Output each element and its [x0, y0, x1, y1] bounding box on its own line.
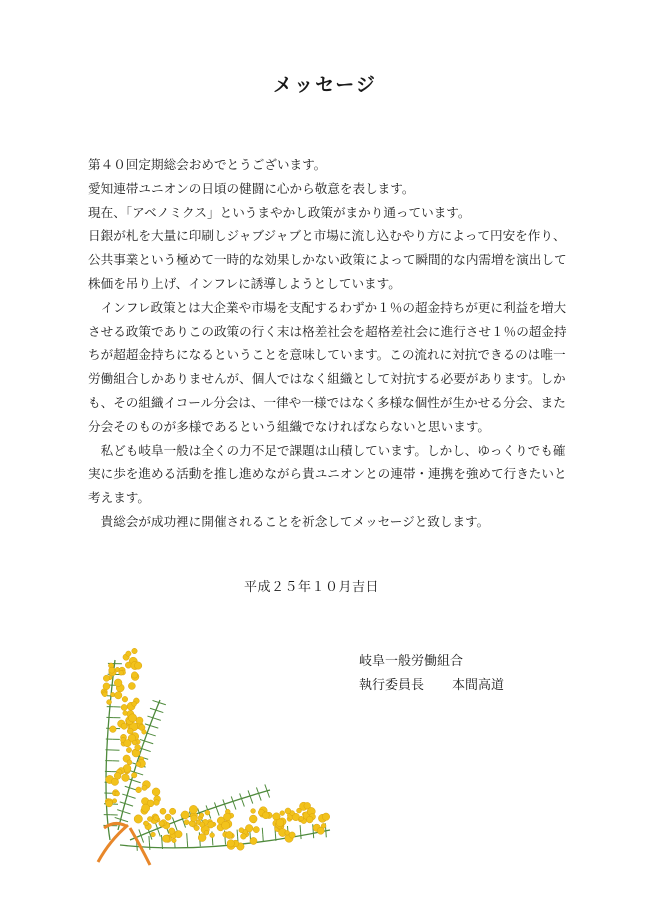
- mimosa-blossom: [131, 772, 137, 778]
- mimosa-blossom: [251, 809, 256, 814]
- leaflet: [154, 718, 161, 720]
- mimosa-blossom: [205, 810, 210, 815]
- leaflet: [126, 804, 133, 806]
- paragraph-inflation: インフレ政策とは大企業や市場を支配するわずか１％の超金持ちが更に利益を増大させる政策でありこの政策の行く末は格差社会を超格差社会に進行させ１％の超金持ちが超超金持ちになるということを意味しています。この流れに対抗できるのは唯一労働組合しかありませんが、個人ではなく組織として対抗する必要があります。しかも、その組織イコール分会は、一律や一様ではなく多様な個性が生かせる分会、また分会そのものが多様であるという組織でなければならないと思います。: [88, 299, 567, 434]
- mimosa-blossom: [189, 805, 197, 813]
- mimosa-blossom: [144, 821, 149, 826]
- message-body: [88, 153, 568, 534]
- mimosa-blossom: [322, 813, 329, 820]
- mimosa-blossom: [276, 819, 284, 827]
- signature-name: 本間高道: [452, 678, 505, 693]
- mimosa-blossom: [154, 815, 159, 820]
- leaflet: [129, 796, 136, 798]
- mimosa-blossom: [135, 745, 141, 751]
- mimosa-blossom: [249, 815, 257, 823]
- leaflet: [147, 742, 154, 744]
- leaflet: [121, 820, 128, 822]
- leaflet: [234, 803, 236, 810]
- leaflet: [265, 784, 267, 791]
- leaflet: [217, 809, 219, 816]
- mimosa-blossom: [250, 837, 257, 844]
- mimosa-blossom: [122, 774, 130, 782]
- mimosa-blossom: [299, 816, 304, 821]
- mimosa-blossom: [280, 811, 285, 816]
- mimosa-blossom: [223, 813, 231, 821]
- mimosa-blossom: [115, 791, 120, 796]
- leaflet: [144, 749, 151, 751]
- mimosa-flower-illustration: [90, 640, 340, 870]
- mimosa-blossom: [169, 828, 175, 834]
- mimosa-blossom: [132, 740, 137, 745]
- mimosa-blossom: [289, 832, 295, 838]
- mimosa-blossom: [142, 730, 147, 735]
- mimosa-blossom: [227, 840, 234, 847]
- paragraph-greeting: 第４０回定期総会おめでとうございます。: [88, 157, 327, 172]
- document-date: 平成２５年１０月吉日: [244, 580, 380, 595]
- mimosa-blossom: [199, 813, 203, 817]
- mimosa-blossom: [142, 804, 150, 812]
- leaflet: [134, 781, 141, 783]
- mimosa-blossom: [175, 831, 182, 838]
- signature-position: 執行委員長: [359, 678, 425, 693]
- mimosa-blossom: [128, 714, 136, 722]
- paragraph-closing: 貴総会が成功裡に開催されることを祈念してメッセージと致します。: [100, 513, 490, 529]
- mimosa-blossom: [165, 814, 171, 820]
- mimosa-blossom: [112, 799, 116, 803]
- ribbon: [98, 823, 150, 865]
- mimosa-blossom: [147, 816, 152, 821]
- mimosa-blossom: [134, 815, 142, 823]
- leaflet: [159, 703, 166, 705]
- mimosa-blossom: [253, 826, 259, 832]
- mimosa-blossom: [132, 701, 137, 706]
- mimosa-blossom: [181, 811, 189, 819]
- leaflet: [125, 786, 132, 788]
- leaflet: [242, 800, 244, 807]
- mimosa-blossom: [136, 762, 141, 767]
- mimosa-blossom: [127, 760, 132, 765]
- mimosa-blossom: [134, 662, 141, 669]
- mimosa-blossom: [160, 808, 166, 814]
- mimosa-blossom: [103, 675, 109, 681]
- mimosa-blossom: [184, 820, 189, 825]
- leaflet: [124, 812, 131, 814]
- mimosa-blossom: [110, 692, 114, 696]
- leaflet: [139, 829, 141, 836]
- mimosa-blossom: [152, 788, 160, 796]
- leaflet: [250, 797, 252, 804]
- mimosa-blossom: [128, 682, 135, 689]
- mimosa-blossom: [102, 692, 107, 697]
- mimosa-blossom: [103, 683, 110, 690]
- mimosa-blossom: [191, 815, 198, 822]
- leaflet: [152, 726, 159, 728]
- leaflet: [259, 794, 261, 801]
- mimosa-blossom: [159, 821, 164, 826]
- mimosa-blossom: [198, 834, 206, 842]
- mimosa-blossom: [109, 667, 115, 673]
- leaflet: [267, 791, 269, 798]
- mimosa-blossom: [262, 812, 269, 819]
- mimosa-blossom: [204, 830, 209, 835]
- mimosa-blossom: [114, 772, 121, 779]
- mimosa-blossom: [121, 723, 127, 729]
- leaflet: [136, 773, 143, 775]
- mimosa-blossom: [306, 816, 313, 823]
- leaflet: [141, 836, 143, 843]
- mimosa-blossom: [207, 821, 214, 828]
- mimosa-blossom: [221, 821, 229, 829]
- paragraph-boj: 日銀が札を大量に印刷しジャブジャブと市場に流し込むやり方によって円安を作り、公共事業という極めて一時的な効果しかない政策によって瞬間的な内需増を演出して株価を吊り上げ、インフレに誘導しようとしています。: [88, 228, 567, 291]
- mimosa-blossom: [151, 832, 156, 837]
- mimosa-blossom: [200, 822, 205, 827]
- mimosa-blossoms: [101, 648, 330, 850]
- mimosa-blossom: [125, 662, 131, 668]
- mimosa-blossom: [241, 833, 247, 839]
- leaflet: [175, 824, 177, 831]
- mimosa-blossom: [172, 838, 176, 842]
- mimosa-blossom: [210, 833, 215, 838]
- mimosa-blossom: [285, 808, 291, 814]
- mimosa-blossom: [136, 787, 142, 793]
- paragraph-respect: 愛知連帯ユニオンの日頃の健闘に心から敬意を表します。: [88, 180, 415, 196]
- mimosa-blossom: [110, 726, 117, 733]
- mimosa-blossom: [169, 808, 175, 814]
- mimosa-blossom: [122, 696, 128, 702]
- signature-line: [359, 674, 504, 693]
- leaflet: [157, 710, 164, 712]
- mimosa-blossom: [239, 828, 244, 833]
- leaflet: [158, 830, 160, 837]
- mimosa-blossom: [119, 670, 124, 675]
- mimosa-blossom: [115, 692, 122, 699]
- page-title: メッセージ: [273, 74, 377, 96]
- leaflet: [140, 739, 147, 741]
- mimosa-blossom: [136, 717, 143, 724]
- mimosa-blossom: [114, 679, 122, 687]
- mimosa-blossom: [154, 800, 160, 806]
- mimosa-blossom: [162, 835, 169, 842]
- mimosa-blossom: [131, 672, 137, 678]
- leaflet: [152, 700, 159, 702]
- paragraph-gifu: 私ども岐阜一般は全くの力不足で課題は山積しています。しかし、ゆっくりでも確実に歩を進める活動を推し進めながら貴ユニオンとの連帯・連携を強めて行きたいと考えます。: [88, 442, 567, 506]
- mimosa-blossom: [317, 827, 324, 834]
- paragraph-abenomics: 現在、「アベノミクス」というまやかし政策がまかり通っています。: [88, 204, 471, 220]
- mimosa-blossom: [121, 704, 127, 710]
- mimosa-blossom: [226, 831, 233, 838]
- mimosa-blossom: [126, 747, 131, 752]
- leaflet: [149, 734, 156, 736]
- ribbon-strand: [98, 825, 128, 862]
- signature-organization: 岐阜一般労働組合: [359, 654, 464, 669]
- mimosa-blossom: [107, 700, 112, 705]
- mimosa-blossom: [124, 739, 131, 746]
- mimosa-blossom: [123, 711, 128, 716]
- mimosa-blossom: [285, 830, 290, 835]
- mimosa-blossom: [142, 785, 147, 790]
- mimosa-blossom: [132, 648, 137, 653]
- mimosa-blossom: [126, 651, 131, 656]
- mimosa-blossom: [106, 800, 113, 807]
- mimosa-blossom: [194, 825, 199, 830]
